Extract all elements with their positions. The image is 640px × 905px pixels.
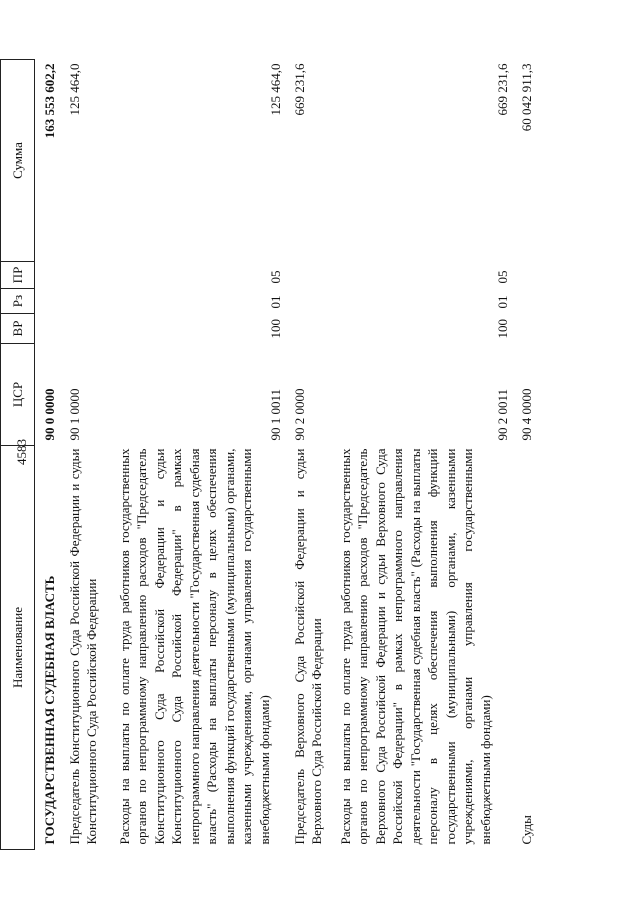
row-rz bbox=[291, 289, 337, 314]
row-pr: 05 bbox=[268, 270, 283, 284]
row-vr bbox=[35, 314, 66, 344]
row-csr: 90 2 0000 bbox=[291, 388, 307, 441]
header-vr: ВР bbox=[1, 314, 35, 344]
row-name: Председатель Конституционного Суда Российской Федерации и судьи Конституционного Суда Российской Федерации bbox=[66, 448, 99, 845]
row-vr bbox=[291, 314, 337, 344]
row-csr: 90 1 0011 bbox=[268, 388, 283, 441]
table-row bbox=[116, 60, 291, 850]
page-number: 4583 bbox=[14, 439, 29, 465]
row-name: Суды bbox=[518, 815, 534, 845]
row-pr bbox=[291, 262, 337, 289]
row-pr bbox=[66, 262, 116, 289]
row-sum: 669 231,6 bbox=[291, 63, 307, 116]
row-rz: 01 bbox=[268, 295, 283, 309]
row-pr bbox=[518, 262, 548, 289]
row-sum: 125 464,0 bbox=[268, 63, 283, 116]
row-rz bbox=[518, 289, 548, 314]
row-sum: 60 042 911,3 bbox=[518, 63, 534, 132]
row-name: ГОСУДАРСТВЕННАЯ СУДЕБНАЯ ВЛАСТЬ bbox=[42, 575, 57, 845]
header-sum: Сумма bbox=[1, 60, 35, 262]
table-row bbox=[337, 60, 518, 850]
row-rz bbox=[66, 289, 116, 314]
row-rz bbox=[35, 289, 66, 314]
header-rz: Рз bbox=[1, 289, 35, 314]
row-rz: 01 bbox=[495, 295, 510, 309]
row-vr: 100 bbox=[495, 319, 510, 339]
header-pr: ПР bbox=[1, 262, 35, 289]
row-name: Председатель Верховного Суда Российской Федерации и судьи Верховного Суда Российской Федерации bbox=[291, 448, 324, 845]
table-row bbox=[35, 60, 66, 850]
row-csr: 90 2 0011 bbox=[495, 388, 510, 441]
table-row bbox=[291, 60, 337, 850]
budget-table-block bbox=[0, 60, 556, 850]
budget-table bbox=[0, 59, 548, 850]
header-name: Наименование bbox=[1, 446, 35, 850]
row-vr bbox=[518, 314, 548, 344]
table-row bbox=[518, 60, 548, 850]
row-sum: 125 464,0 bbox=[66, 63, 82, 116]
row-csr: 90 0 0000 bbox=[42, 388, 57, 441]
row-pr: 05 bbox=[495, 270, 510, 284]
row-pr bbox=[35, 262, 66, 289]
row-csr: 90 4 0000 bbox=[518, 388, 534, 441]
row-vr bbox=[66, 314, 116, 344]
table-header-row bbox=[1, 60, 35, 850]
row-sum: 163 553 602,2 bbox=[42, 63, 57, 139]
row-sum: 669 231,6 bbox=[495, 63, 510, 116]
row-name: Расходы на выплаты по оплате труда работников государственных органов по непрограммному направлению расходов "Председатель Верховного Суда Российской Федерации и судьи Верховного Суда Российской Федерации" в рамках непрограммного направления деятельности "Государственная судебная власть" (Расходы на выплаты персоналу в целях обеспечения выполнения функций государственными (муниципальными) органами, казенными учреждениями, органами управления государственными внебюджетными фондами) bbox=[337, 448, 493, 845]
header-csr: ЦСР bbox=[1, 344, 35, 446]
row-name: Расходы на выплаты по оплате труда работников государственных органов по непрограммному направлению расходов "Председатель Конституционного Суда Российской Федерации и судьи Конституционного Суда Российской Федерации" в рамках непрограммного направления деятельности "Государственная судебная власть" (Расходы на выплаты персоналу в целях обеспечения выполнения функций государственными (муниципальными) органами, казенными учреждениями, органами управления государственными внебюджетными фондами) bbox=[116, 448, 272, 845]
row-csr: 90 1 0000 bbox=[66, 388, 82, 441]
row-vr: 100 bbox=[268, 319, 283, 339]
table-row bbox=[66, 60, 116, 850]
